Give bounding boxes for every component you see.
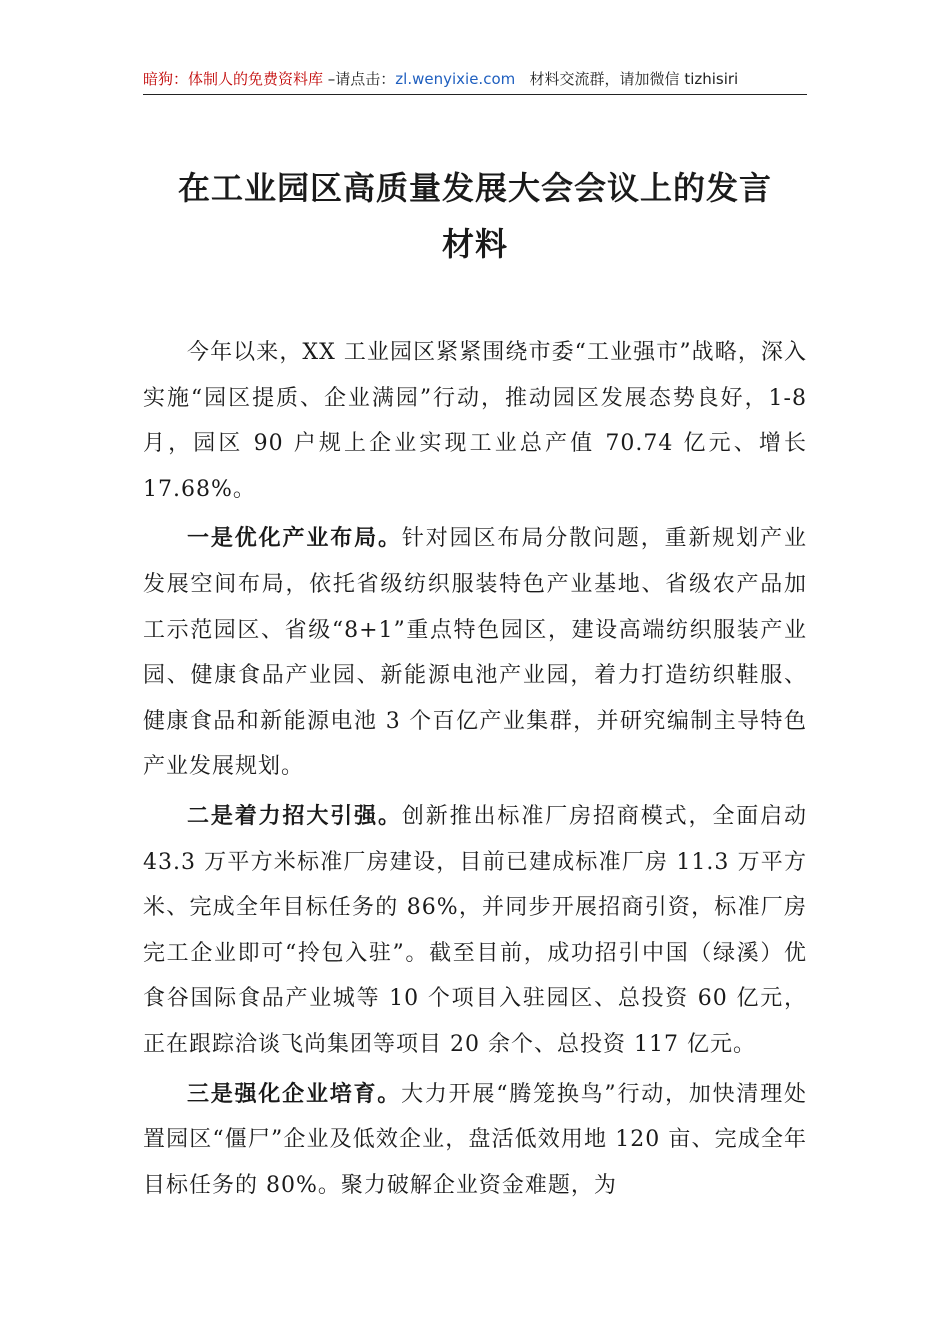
paragraph-lead: 一是优化产业布局。 (187, 525, 402, 552)
document-body (143, 330, 807, 1212)
header-url-link[interactable]: zl.wenyixie.com (395, 70, 516, 88)
paragraph (143, 330, 807, 512)
paragraph-lead: 二是着力招大引强。 (187, 802, 402, 829)
header-group-info: 材料交流群，请加微信 tizhisiri (529, 70, 739, 88)
paragraph-lead: 三是强化企业培育。 (187, 1080, 402, 1107)
paragraph (143, 516, 807, 790)
title-line-1: 在工业园区高质量发展大会会议上的发言 (177, 169, 772, 207)
paragraph-text: 大力开展“腾笼换鸟”行动，加快清理处置园区“僵尸”企业及低效企业，盘活低效用地 120 亩、完成全年目标任务的 80%。聚力破解企业资金难题，为 (143, 1081, 807, 1198)
paragraph-text: 创新推出标准厂房招商模式，全面启动 43.3 万平方米标准厂房建设，目前已建成标准厂房 11.3 万平方米、完成全年目标任务的 86%，并同步开展招商引资，标准厂房完工企业即可“拎包入驻”。截至目前，成功招引中国（绿溪）优食谷国际食品产业城等 10 个项目入驻园区、总投资 60 亿元，正在跟踪洽谈飞尚集团等项目 20 余个、总投资 117 亿元。 (143, 803, 807, 1057)
document-title (143, 160, 807, 272)
header-brand: 暗狗：体制人的免费资料库 (143, 70, 324, 88)
paragraph-text: 今年以来，XX 工业园区紧紧围绕市委“工业强市”战略，深入实施“园区提质、企业满园”行动，推动园区发展态势良好，1-8 月，园区 90 户规上企业实现工业总产值 70.74 亿元、增长 17.68%。 (143, 340, 807, 502)
paragraph (143, 1072, 807, 1209)
title-line-2: 材料 (441, 225, 508, 263)
page-header (143, 66, 807, 95)
paragraph-text: 针对园区布局分散问题，重新规划产业发展空间布局，依托省级纺织服装特色产业基地、省级农产品加工示范园区、省级“8+1”重点特色园区，建设高端纺织服装产业园、健康食品产业园、新能源电池产业园，着力打造纺织鞋服、健康食品和新能源电池 3 个百亿产业集群，并研究编制主导特色产业发展规划。 (143, 526, 807, 780)
header-click-prefix: –请点击： (323, 70, 396, 88)
paragraph (143, 794, 807, 1068)
